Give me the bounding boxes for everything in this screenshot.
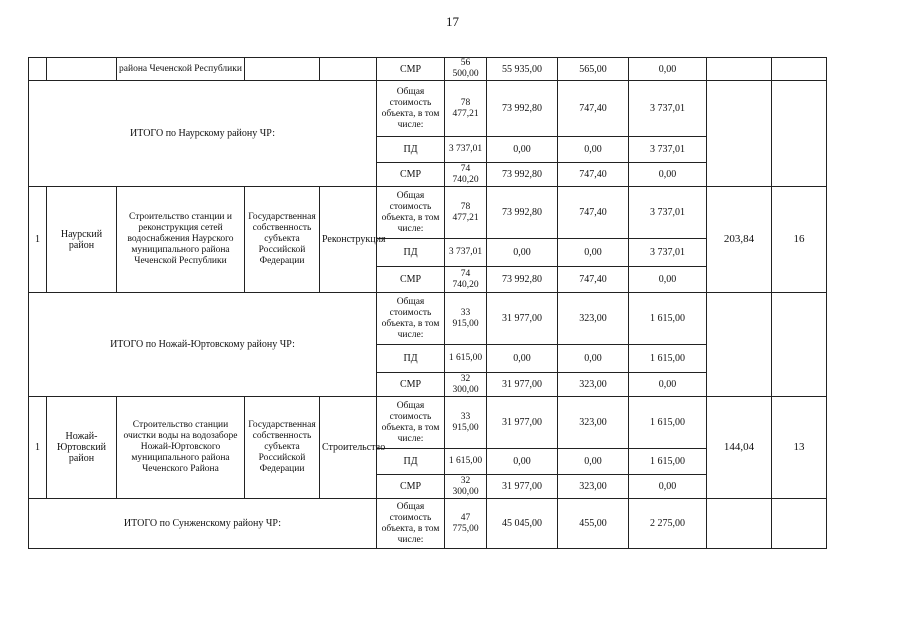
table-row bbox=[29, 397, 827, 449]
district-cell: Ножай-Юртовский район bbox=[47, 397, 117, 499]
cost-type-cell: Общая стоимость объекта, в том числе: bbox=[377, 397, 445, 449]
federal-cell: 73 992,80 bbox=[487, 187, 558, 239]
total-cost-cell: 74 740,20 bbox=[445, 163, 487, 187]
ownership-cell: Государственная собственность субъекта Российской Федерации bbox=[245, 187, 320, 293]
regional-cell: 0,00 bbox=[558, 449, 629, 475]
ownership-cell: Государственная собственность субъекта Российской Федерации bbox=[245, 397, 320, 499]
total-cost-cell: 3 737,01 bbox=[445, 239, 487, 267]
regional-cell: 565,00 bbox=[558, 58, 629, 81]
local-cell: 1 615,00 bbox=[629, 293, 707, 345]
regional-cell: 0,00 bbox=[558, 239, 629, 267]
federal-cell: 0,00 bbox=[487, 449, 558, 475]
count-cell bbox=[772, 293, 827, 397]
regional-cell: 747,40 bbox=[558, 81, 629, 137]
cost-type-cell: Общая стоимость объекта, в том числе: bbox=[377, 293, 445, 345]
total-cost-cell: 1 615,00 bbox=[445, 345, 487, 373]
total-cost-cell: 33 915,00 bbox=[445, 293, 487, 345]
regional-cell: 0,00 bbox=[558, 137, 629, 163]
local-cell: 0,00 bbox=[629, 475, 707, 499]
power-cell bbox=[707, 58, 772, 81]
power-cell bbox=[707, 293, 772, 397]
cost-type-cell: ПД bbox=[377, 239, 445, 267]
regional-cell: 323,00 bbox=[558, 397, 629, 449]
local-cell: 1 615,00 bbox=[629, 449, 707, 475]
regional-cell: 747,40 bbox=[558, 163, 629, 187]
local-cell: 2 275,00 bbox=[629, 499, 707, 549]
total-cost-cell: 33 915,00 bbox=[445, 397, 487, 449]
federal-cell: 0,00 bbox=[487, 239, 558, 267]
regional-cell: 323,00 bbox=[558, 373, 629, 397]
table-row bbox=[29, 187, 827, 239]
work-type-cell bbox=[320, 58, 377, 81]
num-cell: 1 bbox=[29, 397, 47, 499]
total-label: ИТОГО по Сунженскому району ЧР: bbox=[29, 499, 377, 549]
cost-type-cell: Общая стоимость объекта, в том числе: bbox=[377, 81, 445, 137]
federal-cell: 31 977,00 bbox=[487, 293, 558, 345]
cost-type-cell: ПД bbox=[377, 449, 445, 475]
cost-type-cell: СМР bbox=[377, 475, 445, 499]
count-cell bbox=[772, 499, 827, 549]
local-cell: 3 737,01 bbox=[629, 187, 707, 239]
cost-type-cell: СМР bbox=[377, 163, 445, 187]
total-cost-cell: 47 775,00 bbox=[445, 499, 487, 549]
regional-cell: 323,00 bbox=[558, 475, 629, 499]
num-cell bbox=[29, 58, 47, 81]
local-cell: 0,00 bbox=[629, 163, 707, 187]
object-name-cell: Строительство станции и реконструкция сетей водоснабжения Наурского муниципального района Чеченской Республики bbox=[117, 187, 245, 293]
federal-cell: 45 045,00 bbox=[487, 499, 558, 549]
federal-cell: 0,00 bbox=[487, 345, 558, 373]
local-cell: 1 615,00 bbox=[629, 397, 707, 449]
power-cell bbox=[707, 81, 772, 187]
count-cell bbox=[772, 81, 827, 187]
cost-type-cell: Общая стоимость объекта, в том числе: bbox=[377, 499, 445, 549]
total-cost-cell: 74 740,20 bbox=[445, 267, 487, 293]
local-cell: 1 615,00 bbox=[629, 345, 707, 373]
cost-type-cell: Общая стоимость объекта, в том числе: bbox=[377, 187, 445, 239]
work-type-cell: Строительство bbox=[320, 397, 377, 499]
total-cost-cell: 32 300,00 bbox=[445, 373, 487, 397]
local-cell: 0,00 bbox=[629, 267, 707, 293]
table-row bbox=[29, 81, 827, 137]
investment-table bbox=[28, 57, 827, 549]
federal-cell: 73 992,80 bbox=[487, 267, 558, 293]
power-cell: 144,04 bbox=[707, 397, 772, 499]
total-label: ИТОГО по Наурскому району ЧР: bbox=[29, 81, 377, 187]
local-cell: 3 737,01 bbox=[629, 239, 707, 267]
local-cell: 3 737,01 bbox=[629, 137, 707, 163]
cost-type-cell: СМР bbox=[377, 267, 445, 293]
total-label: ИТОГО по Ножай-Юртовскому району ЧР: bbox=[29, 293, 377, 397]
count-cell: 13 bbox=[772, 397, 827, 499]
count-cell bbox=[772, 58, 827, 81]
page-number: 17 bbox=[446, 14, 459, 29]
federal-cell: 0,00 bbox=[487, 137, 558, 163]
regional-cell: 747,40 bbox=[558, 267, 629, 293]
object-name-cell: района Чеченской Республики bbox=[117, 58, 245, 81]
local-cell: 0,00 bbox=[629, 373, 707, 397]
ownership-cell bbox=[245, 58, 320, 81]
federal-cell: 31 977,00 bbox=[487, 475, 558, 499]
federal-cell: 31 977,00 bbox=[487, 373, 558, 397]
local-cell: 3 737,01 bbox=[629, 81, 707, 137]
total-cost-cell: 3 737,01 bbox=[445, 137, 487, 163]
table-row bbox=[29, 58, 827, 81]
total-cost-cell: 78 477,21 bbox=[445, 187, 487, 239]
table-row bbox=[29, 293, 827, 345]
power-cell: 203,84 bbox=[707, 187, 772, 293]
power-cell bbox=[707, 499, 772, 549]
district-cell bbox=[47, 58, 117, 81]
federal-cell: 73 992,80 bbox=[487, 81, 558, 137]
count-cell: 16 bbox=[772, 187, 827, 293]
object-name-cell: Строительство станции очистки воды на водозаборе Ножай-Юртовского муниципального района Чеченского Района bbox=[117, 397, 245, 499]
regional-cell: 747,40 bbox=[558, 187, 629, 239]
work-type-cell: Реконструкция bbox=[320, 187, 377, 293]
district-cell: Наурский район bbox=[47, 187, 117, 293]
total-cost-cell: 78 477,21 bbox=[445, 81, 487, 137]
num-cell: 1 bbox=[29, 187, 47, 293]
cost-type-cell: ПД bbox=[377, 137, 445, 163]
total-cost-cell: 56 500,00 bbox=[445, 58, 487, 81]
federal-cell: 55 935,00 bbox=[487, 58, 558, 81]
cost-type-cell: СМР bbox=[377, 58, 445, 81]
cost-type-cell: ПД bbox=[377, 345, 445, 373]
local-cell: 0,00 bbox=[629, 58, 707, 81]
regional-cell: 455,00 bbox=[558, 499, 629, 549]
total-cost-cell: 1 615,00 bbox=[445, 449, 487, 475]
table-row bbox=[29, 499, 827, 549]
regional-cell: 0,00 bbox=[558, 345, 629, 373]
total-cost-cell: 32 300,00 bbox=[445, 475, 487, 499]
regional-cell: 323,00 bbox=[558, 293, 629, 345]
federal-cell: 73 992,80 bbox=[487, 163, 558, 187]
cost-type-cell: СМР bbox=[377, 373, 445, 397]
federal-cell: 31 977,00 bbox=[487, 397, 558, 449]
